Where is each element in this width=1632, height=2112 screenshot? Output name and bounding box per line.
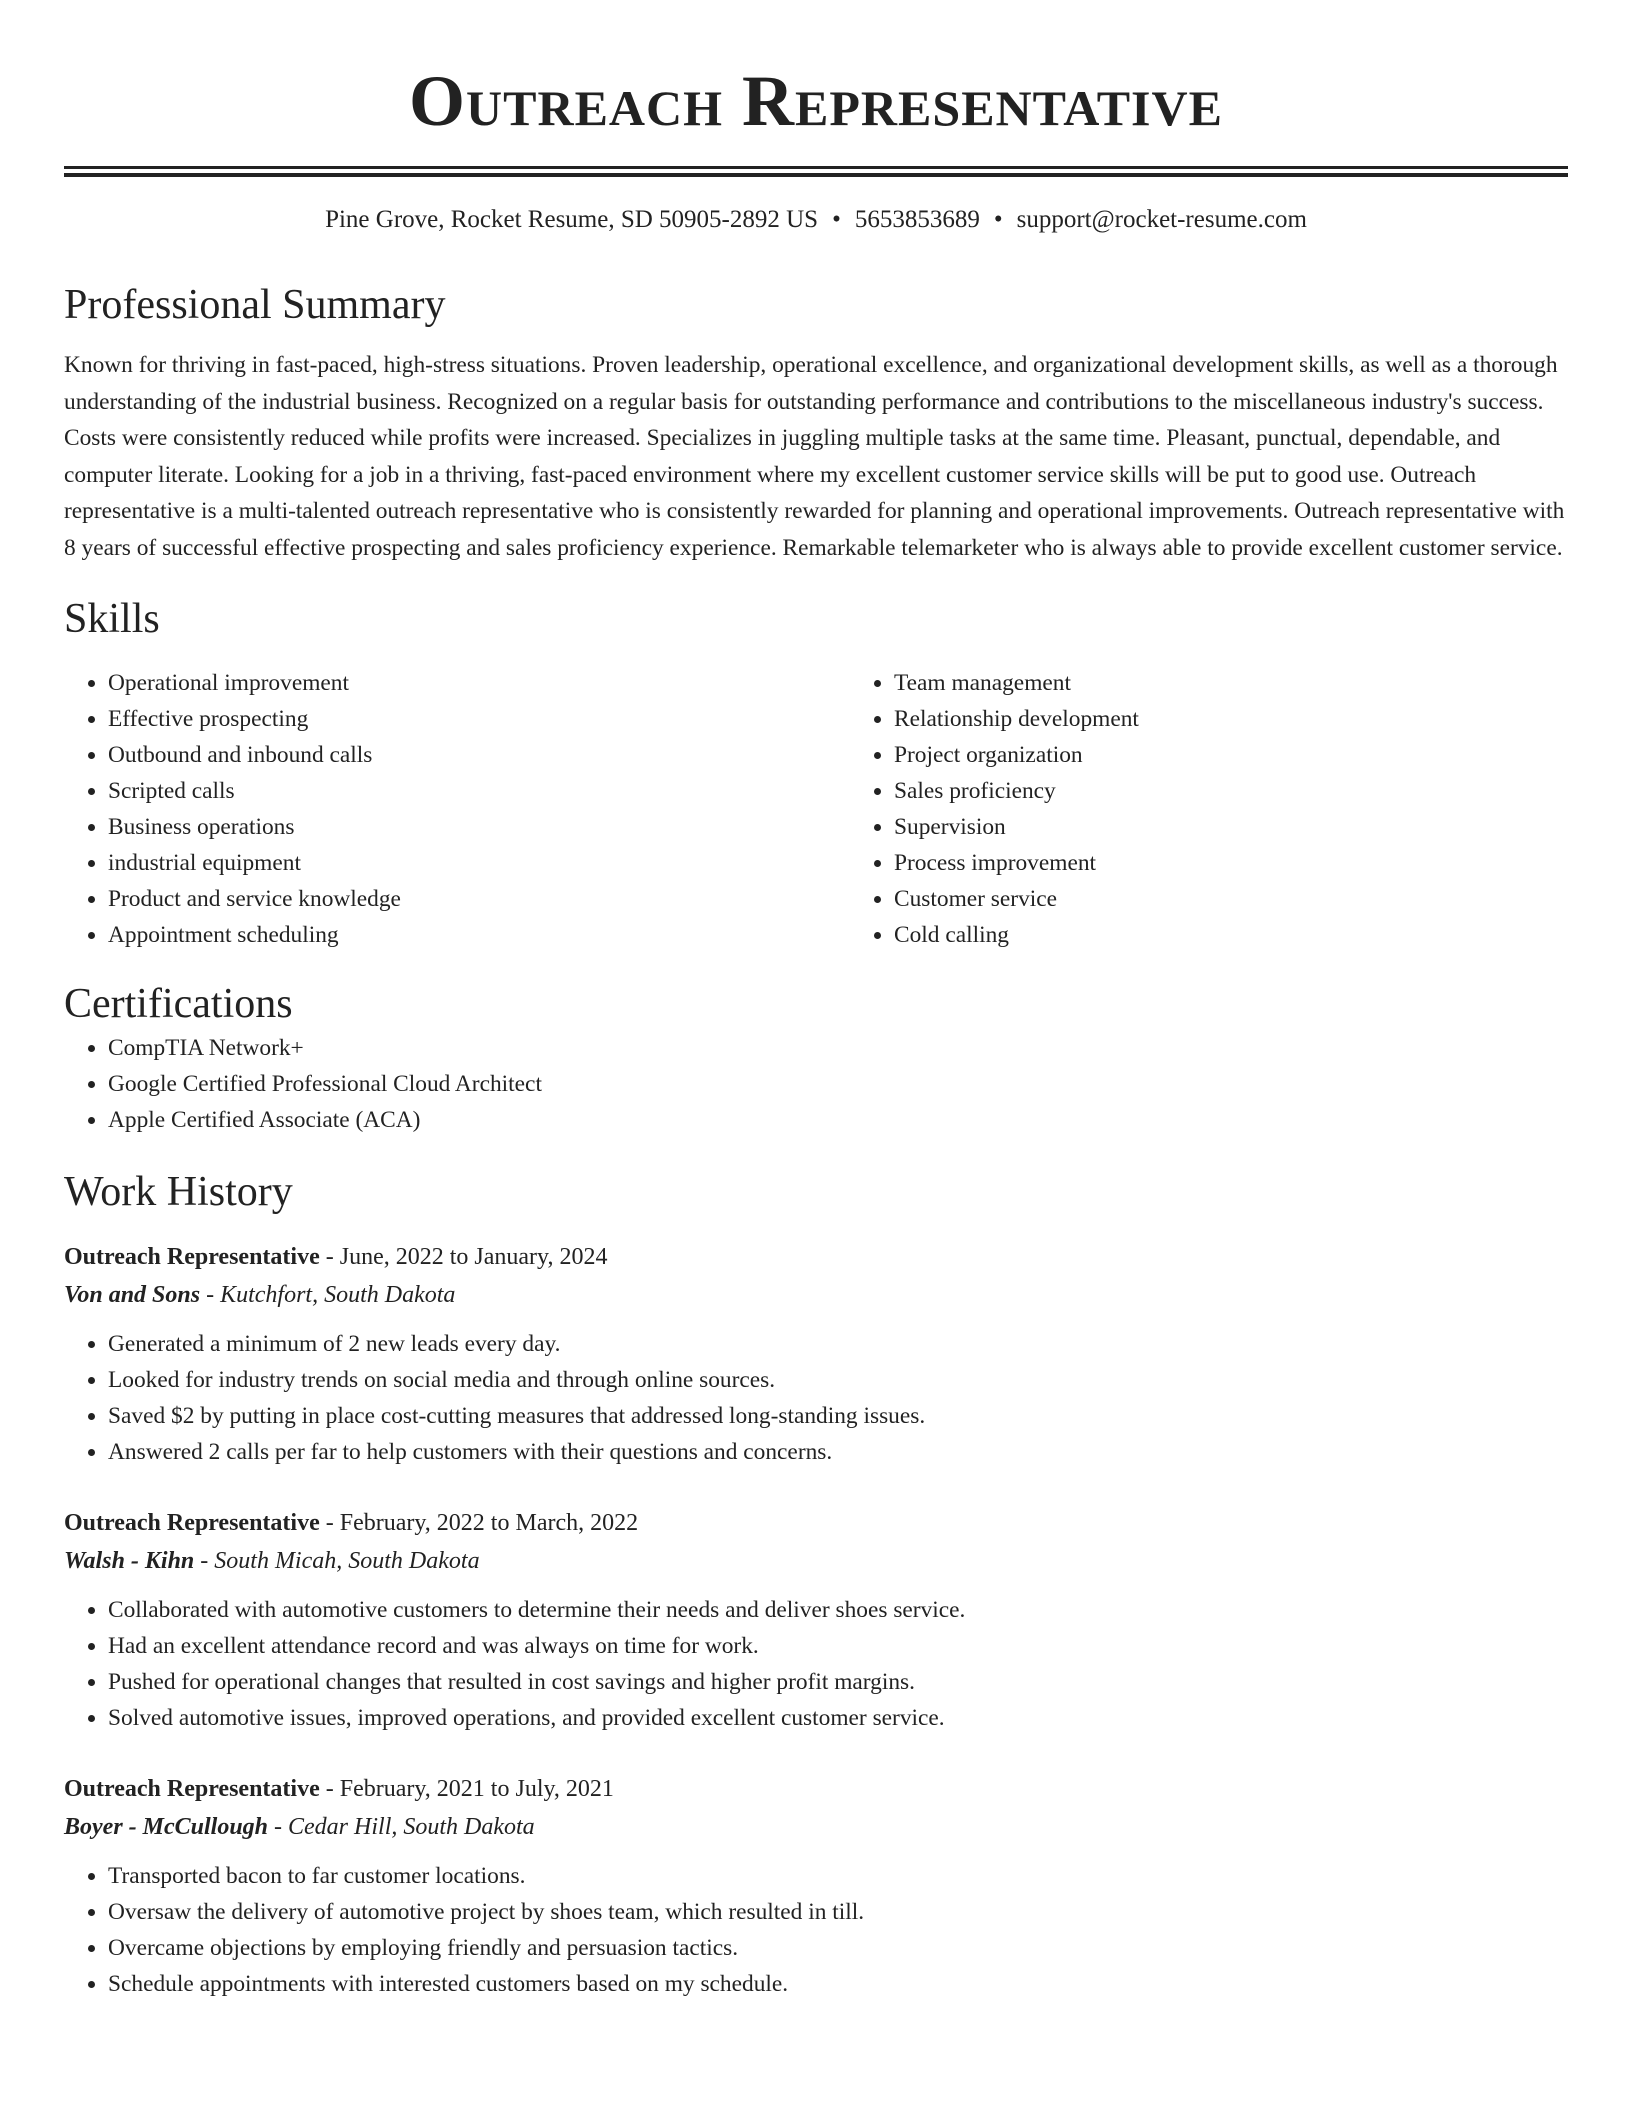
job-company: Walsh - Kihn	[64, 1548, 195, 1574]
skill-item: • Team management	[894, 665, 1632, 701]
certification-item: • Google Certified Professional Cloud Architect	[108, 1066, 1568, 1102]
job-duty: • Schedule appointments with interested customers based on my schedule.	[108, 1966, 1568, 2002]
job-dates: - February, 2021 to July, 2021	[319, 1776, 614, 1802]
page-title: Outreach Representative	[409, 61, 1223, 141]
contact-separator: •	[993, 206, 1003, 233]
skill-item: • Relationship development	[894, 701, 1632, 737]
skill-item: • industrial equipment	[108, 845, 850, 881]
job-employer-line	[64, 1808, 1568, 1846]
job-entry	[64, 1770, 1568, 2002]
job-duty: • Oversaw the delivery of automotive project by shoes team, which resulted in till.	[108, 1894, 1568, 1930]
skill-item: • Operational improvement	[108, 665, 850, 701]
contact-email: support@rocket-resume.com	[1016, 206, 1307, 233]
job-duties-list	[64, 1858, 1568, 2002]
job-duty: • Looked for industry trends on social media and through online sources.	[108, 1362, 1568, 1398]
skill-item: • Project organization	[894, 737, 1632, 773]
certifications-list	[64, 1030, 1568, 1138]
job-role: Outreach Representative	[64, 1244, 320, 1270]
skills-columns	[64, 665, 1568, 953]
summary-heading: Professional Summary	[64, 282, 446, 328]
job-duty: • Pushed for operational changes that resulted in cost savings and higher profit margins.	[108, 1664, 1568, 1700]
job-employer-line	[64, 1542, 1568, 1580]
skill-item: • Appointment scheduling	[108, 917, 850, 953]
job-duty: • Solved automotive issues, improved operations, and provided excellent customer service.	[108, 1700, 1568, 1736]
skill-item: • Supervision	[894, 809, 1632, 845]
job-role: Outreach Representative	[64, 1776, 320, 1802]
job-duty: • Saved $2 by putting in place cost-cutting measures that addressed long-standing issues.	[108, 1398, 1568, 1434]
job-location: - South Micah, South Dakota	[194, 1548, 480, 1574]
job-duty: • Generated a minimum of 2 new leads every day.	[108, 1326, 1568, 1362]
certifications-heading: Certifications	[64, 981, 293, 1027]
title-divider	[64, 166, 1568, 177]
job-duty: • Had an excellent attendance record and was always on time for work.	[108, 1628, 1568, 1664]
job-duty: • Transported bacon to far customer locations.	[108, 1858, 1568, 1894]
job-title-line	[64, 1770, 1568, 1808]
certification-item: • Apple Certified Associate (ACA)	[108, 1102, 1568, 1138]
work-history-heading: Work History	[64, 1169, 293, 1215]
contact-separator: •	[832, 206, 841, 233]
skills-heading: Skills	[64, 596, 160, 642]
skill-item: • Effective prospecting	[108, 701, 850, 737]
job-location: - Kutchfort, South Dakota	[200, 1282, 456, 1308]
skill-item: • Process improvement	[894, 845, 1632, 881]
job-company: Von and Sons	[64, 1282, 201, 1308]
skill-item: • Business operations	[108, 809, 850, 845]
job-employer-line	[64, 1276, 1568, 1314]
summary-text: Known for thriving in fast-paced, high-stress situations. Proven leadership, operational excellence, and organizational development skills, as well as a thorough understanding of the industrial business. Recognized on a regular basis for outstanding performance and contributions to the miscellaneous industry's success. Costs were consistently reduced while profits were increased. Specializes in juggling multiple tasks at the same time. Pleasant, punctual, dependable, and computer literate. Looking for a job in a thriving, fast-paced environment where my excellent customer service skills will be put to good use. Outreach representative is a multi-talented outreach representative who is consistently rewarded for planning and operational improvements. Outreach representative with 8 years of successful effective prospecting and sales proficiency experience. Remarkable telemarketer who is always able to provide excellent customer service.	[64, 352, 1565, 561]
contact-address: Pine Grove, Rocket Resume, SD 50905-2892 US	[325, 206, 819, 233]
job-duty: • Collaborated with automotive customers to determine their needs and deliver shoes service.	[108, 1592, 1568, 1628]
skill-item: • Product and service knowledge	[108, 881, 850, 917]
job-dates: - June, 2022 to January, 2024	[319, 1244, 608, 1270]
certification-item: • CompTIA Network+	[108, 1030, 1568, 1066]
job-title-line	[64, 1504, 1568, 1542]
job-location: - Cedar Hill, South Dakota	[268, 1814, 535, 1840]
job-duties-list	[64, 1326, 1568, 1470]
skills-right-list	[850, 665, 1632, 953]
job-duty: • Answered 2 calls per far to help customers with their questions and concerns.	[108, 1434, 1568, 1470]
job-duty: • Overcame objections by employing friendly and persuasion tactics.	[108, 1930, 1568, 1966]
skill-item: • Cold calling	[894, 917, 1632, 953]
job-dates: - February, 2022 to March, 2022	[319, 1510, 639, 1536]
job-role: Outreach Representative	[64, 1510, 320, 1536]
skill-item: • Scripted calls	[108, 773, 850, 809]
skill-item: • Outbound and inbound calls	[108, 737, 850, 773]
job-entry	[64, 1504, 1568, 1736]
job-title-line	[64, 1238, 1568, 1276]
contact-phone: 5653853689	[854, 206, 980, 233]
job-duties-list	[64, 1592, 1568, 1736]
job-company: Boyer - McCullough	[64, 1814, 269, 1840]
skills-left-list	[64, 665, 850, 953]
contact-line	[64, 203, 1568, 237]
skill-item: • Customer service	[894, 881, 1632, 917]
job-entry	[64, 1238, 1568, 1470]
skill-item: • Sales proficiency	[894, 773, 1632, 809]
